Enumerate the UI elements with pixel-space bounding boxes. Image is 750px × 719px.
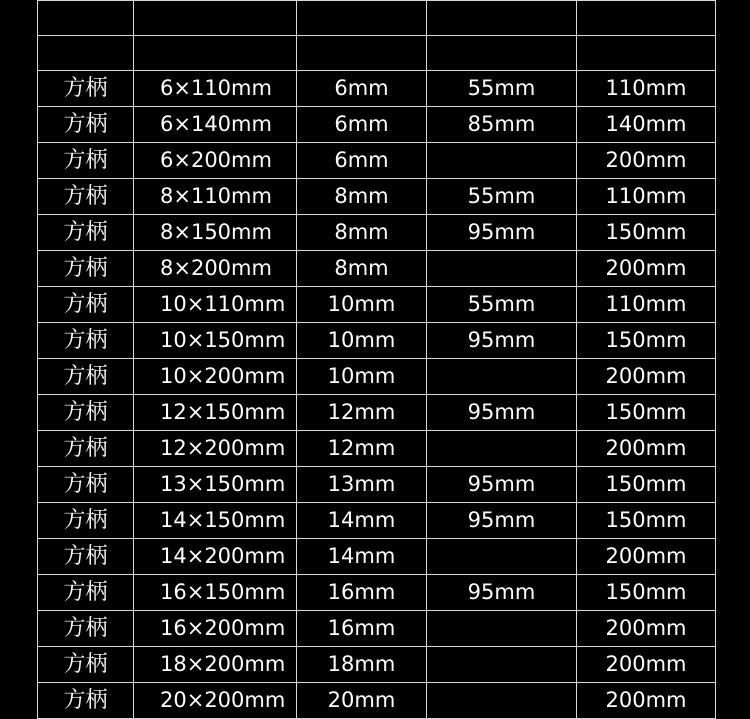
table-row bbox=[38, 107, 716, 143]
size-cell: 8×150mm bbox=[134, 215, 297, 251]
diameter-cell: 8mm bbox=[297, 215, 427, 251]
handle-type-cell: 方柄 bbox=[38, 359, 134, 395]
total-length-cell: 200mm bbox=[577, 251, 716, 287]
length-cell: 55mm bbox=[427, 179, 577, 215]
diameter-cell: 12mm bbox=[297, 431, 427, 467]
size-cell: 10×200mm bbox=[134, 359, 297, 395]
diameter-cell: 18mm bbox=[297, 647, 427, 683]
table-row bbox=[38, 359, 716, 395]
length-cell bbox=[427, 251, 577, 287]
length-cell: 95mm bbox=[427, 467, 577, 503]
diameter-cell: 10mm bbox=[297, 323, 427, 359]
header-cell bbox=[134, 1, 297, 36]
table-row bbox=[38, 611, 716, 647]
table-row bbox=[38, 395, 716, 431]
length-cell bbox=[427, 683, 577, 719]
table-row bbox=[38, 215, 716, 251]
header-row bbox=[38, 1, 716, 36]
size-cell: 12×150mm bbox=[134, 395, 297, 431]
size-cell: 14×150mm bbox=[134, 503, 297, 539]
diameter-cell: 10mm bbox=[297, 287, 427, 323]
length-cell bbox=[427, 647, 577, 683]
total-length-cell: 150mm bbox=[577, 395, 716, 431]
diameter-cell: 6mm bbox=[297, 107, 427, 143]
handle-type-cell: 方柄 bbox=[38, 647, 134, 683]
table-row bbox=[38, 71, 716, 107]
diameter-cell: 14mm bbox=[297, 503, 427, 539]
handle-type-cell: 方柄 bbox=[38, 107, 134, 143]
table-row bbox=[38, 683, 716, 719]
size-cell: 16×150mm bbox=[134, 575, 297, 611]
length-cell bbox=[427, 359, 577, 395]
length-cell: 95mm bbox=[427, 215, 577, 251]
handle-type-cell: 方柄 bbox=[38, 395, 134, 431]
handle-type-cell: 方柄 bbox=[38, 143, 134, 179]
handle-type-cell: 方柄 bbox=[38, 611, 134, 647]
handle-type-cell: 方柄 bbox=[38, 431, 134, 467]
length-cell: 55mm bbox=[427, 71, 577, 107]
handle-type-cell: 方柄 bbox=[38, 575, 134, 611]
total-length-cell: 140mm bbox=[577, 107, 716, 143]
size-cell: 12×200mm bbox=[134, 431, 297, 467]
header-cell bbox=[134, 36, 297, 71]
size-cell: 13×150mm bbox=[134, 467, 297, 503]
handle-type-cell: 方柄 bbox=[38, 503, 134, 539]
size-cell: 6×200mm bbox=[134, 143, 297, 179]
table-row bbox=[38, 539, 716, 575]
size-cell: 18×200mm bbox=[134, 647, 297, 683]
header-row bbox=[38, 36, 716, 71]
diameter-cell: 10mm bbox=[297, 359, 427, 395]
size-cell: 8×110mm bbox=[134, 179, 297, 215]
total-length-cell: 200mm bbox=[577, 359, 716, 395]
diameter-cell: 20mm bbox=[297, 683, 427, 719]
total-length-cell: 200mm bbox=[577, 143, 716, 179]
spec-table-body bbox=[38, 1, 716, 719]
table-row bbox=[38, 467, 716, 503]
total-length-cell: 150mm bbox=[577, 503, 716, 539]
diameter-cell: 6mm bbox=[297, 71, 427, 107]
table-row bbox=[38, 251, 716, 287]
table-row bbox=[38, 179, 716, 215]
handle-type-cell: 方柄 bbox=[38, 467, 134, 503]
size-cell: 16×200mm bbox=[134, 611, 297, 647]
diameter-cell: 16mm bbox=[297, 575, 427, 611]
table-row bbox=[38, 647, 716, 683]
diameter-cell: 12mm bbox=[297, 395, 427, 431]
total-length-cell: 110mm bbox=[577, 287, 716, 323]
length-cell bbox=[427, 611, 577, 647]
total-length-cell: 200mm bbox=[577, 431, 716, 467]
length-cell: 95mm bbox=[427, 395, 577, 431]
handle-type-cell: 方柄 bbox=[38, 251, 134, 287]
diameter-cell: 16mm bbox=[297, 611, 427, 647]
header-cell bbox=[577, 36, 716, 71]
total-length-cell: 150mm bbox=[577, 323, 716, 359]
handle-type-cell: 方柄 bbox=[38, 287, 134, 323]
size-cell: 20×200mm bbox=[134, 683, 297, 719]
header-cell bbox=[38, 36, 134, 71]
total-length-cell: 150mm bbox=[577, 467, 716, 503]
total-length-cell: 200mm bbox=[577, 647, 716, 683]
table-row bbox=[38, 575, 716, 611]
table-row bbox=[38, 503, 716, 539]
header-cell bbox=[577, 1, 716, 36]
diameter-cell: 8mm bbox=[297, 251, 427, 287]
diameter-cell: 13mm bbox=[297, 467, 427, 503]
table-row bbox=[38, 431, 716, 467]
handle-type-cell: 方柄 bbox=[38, 683, 134, 719]
table-row bbox=[38, 287, 716, 323]
size-cell: 8×200mm bbox=[134, 251, 297, 287]
length-cell: 95mm bbox=[427, 323, 577, 359]
handle-type-cell: 方柄 bbox=[38, 215, 134, 251]
length-cell: 95mm bbox=[427, 575, 577, 611]
total-length-cell: 200mm bbox=[577, 611, 716, 647]
handle-type-cell: 方柄 bbox=[38, 71, 134, 107]
spec-table bbox=[37, 0, 716, 719]
diameter-cell: 8mm bbox=[297, 179, 427, 215]
handle-type-cell: 方柄 bbox=[38, 539, 134, 575]
size-cell: 10×110mm bbox=[134, 287, 297, 323]
size-cell: 6×110mm bbox=[134, 71, 297, 107]
header-cell bbox=[297, 1, 427, 36]
size-cell: 14×200mm bbox=[134, 539, 297, 575]
length-cell bbox=[427, 431, 577, 467]
length-cell bbox=[427, 143, 577, 179]
header-cell bbox=[427, 36, 577, 71]
length-cell bbox=[427, 539, 577, 575]
header-cell bbox=[297, 36, 427, 71]
header-cell bbox=[38, 1, 134, 36]
total-length-cell: 150mm bbox=[577, 575, 716, 611]
diameter-cell: 6mm bbox=[297, 143, 427, 179]
size-cell: 6×140mm bbox=[134, 107, 297, 143]
diameter-cell: 14mm bbox=[297, 539, 427, 575]
table-row bbox=[38, 143, 716, 179]
total-length-cell: 200mm bbox=[577, 683, 716, 719]
length-cell: 55mm bbox=[427, 287, 577, 323]
size-cell: 10×150mm bbox=[134, 323, 297, 359]
handle-type-cell: 方柄 bbox=[38, 323, 134, 359]
total-length-cell: 110mm bbox=[577, 71, 716, 107]
total-length-cell: 200mm bbox=[577, 539, 716, 575]
handle-type-cell: 方柄 bbox=[38, 179, 134, 215]
total-length-cell: 110mm bbox=[577, 179, 716, 215]
total-length-cell: 150mm bbox=[577, 215, 716, 251]
table-row bbox=[38, 323, 716, 359]
length-cell: 95mm bbox=[427, 503, 577, 539]
header-cell bbox=[427, 1, 577, 36]
length-cell: 85mm bbox=[427, 107, 577, 143]
